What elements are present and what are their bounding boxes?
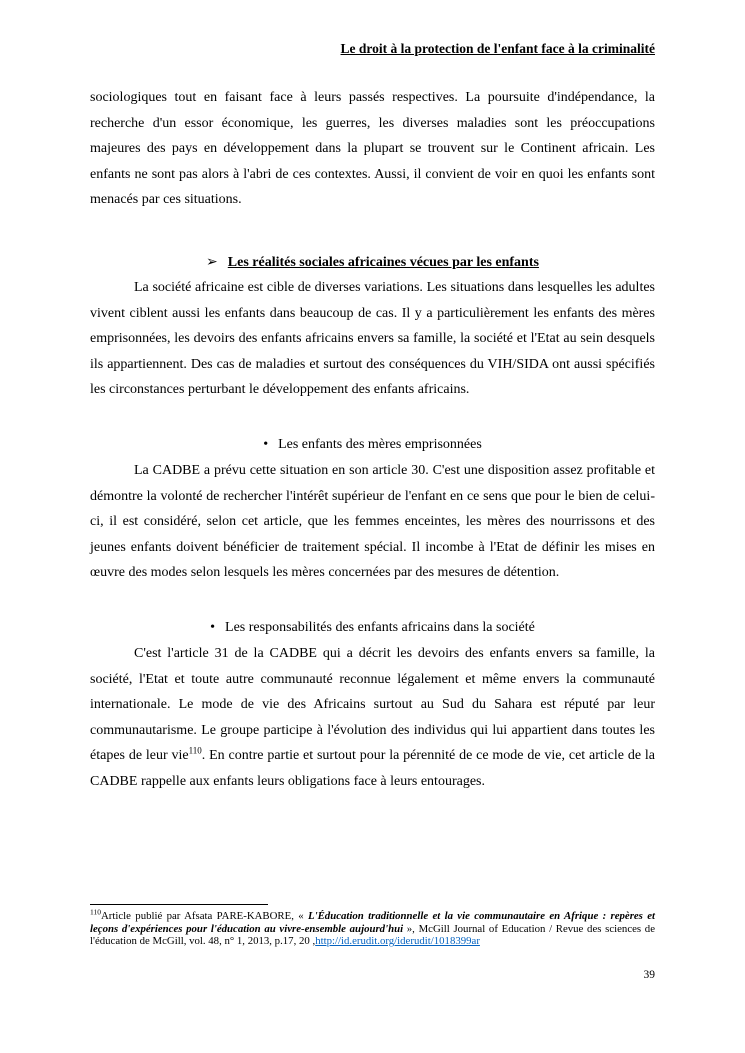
para4-text-before: C'est l'article 31 de la CADBE qui a décrit les devoirs des enfants envers sa famille, la société, l'Etat et toute autre communauté reconnue légalement et même envers la communauté internationale. Le mode de vie des Africains surtout au Sud du Sahara est réputé par leur communautarisme. Le groupe participe à l'évolution des individus qui lui appartient dans toutes les étapes de leur vie	[90, 646, 655, 763]
footnote-separator	[90, 904, 268, 905]
footnote-lead-text: Article publié par Afsata PARE-KABORE, «	[100, 910, 308, 922]
running-header	[90, 40, 655, 59]
subheading-meres-emprisonnees	[90, 432, 655, 458]
footnote-area	[90, 904, 655, 948]
footnote-reference-110: 110	[188, 745, 202, 756]
para4-text-after: . En contre partie et surtout pour la pérennité de ce mode de vie, cet article de la CADBE rappelle aux enfants leurs obligations face à leurs entourages.	[90, 748, 655, 789]
paragraph-societe-africaine: La société africaine est cible de diverses variations. Les situations dans lesquelles les adultes vivent ciblent aussi les enfants dans beaucoup de cas. Il y a particulièrement les enfants des mères emprisonnées, les devoirs des enfants africains envers sa famille, la société et l'Etat au sein desquels ils appartiennent. Des cas de maladies et surtout des conséquences du VIH/SIDA ont aussi spécifiés les circonstances perturbant le développement des enfants africains.	[90, 280, 655, 397]
subheading-responsabilites	[90, 615, 655, 641]
section-heading-realites	[90, 250, 655, 276]
subheading-text: Les responsabilités des enfants africains dans la société	[225, 619, 535, 635]
footnote-url-link[interactable]: http://id.erudit.org/iderudit/1018399ar	[315, 935, 480, 948]
header-title: Le droit à la protection de l'enfant face à la criminalité	[340, 41, 655, 56]
paragraph-cadbe-article30: La CADBE a prévu cette situation en son article 30. C'est une disposition assez profitable et démontre la volonté de rechercher l'intérêt supérieur de l'enfant en ce sens que pour le bien de celui-ci, il est considéré, selon cet article, que les femmes enceintes, les mères des nourrissons et des jeunes enfants doivent bénéficier de traitement spécial. Il incombe à l'Etat de définir les mises en œuvre des modes selon lesquels les mères concernées par des mesures de détention.	[90, 463, 655, 580]
subheading-text: Les enfants des mères emprisonnées	[278, 436, 482, 452]
page-number: 39	[643, 969, 655, 981]
footnote-110	[90, 907, 656, 948]
arrow-bullet-icon: ➢	[206, 254, 218, 270]
bullet-icon: •	[210, 619, 216, 635]
section-heading-text: Les réalités sociales africaines vécues par les enfants	[227, 254, 539, 270]
bullet-icon: •	[263, 436, 269, 452]
footnote-tail-text: », McGill Journal of Education / Revue des sciences de l'éducation de McGill, vol. 48, n° 1, 2013, p.17, 20 ,	[90, 922, 655, 948]
footnote-number: 110	[90, 907, 101, 917]
paragraph-cadbe-article31	[90, 641, 655, 794]
footnote-work-title: L'Éducation traditionnelle et la vie communautaire en Afrique : repères et leçons d'expériences pour l'éducation au vivre-ensemble aujourd'hui	[90, 910, 656, 935]
paragraph-intro: sociologiques tout en faisant face à leurs passés respectives. La poursuite d'indépendance, la recherche d'un essor économique, les guerres, les diverses maladies sont les préoccupations majeures des pays en développement dans la plupart se trouvent sur le Continent africain. Les enfants ne sont pas alors à l'abri de ces contextes. Aussi, il convient de voir en quoi les enfants sont menacés par ces situations.	[90, 90, 655, 207]
